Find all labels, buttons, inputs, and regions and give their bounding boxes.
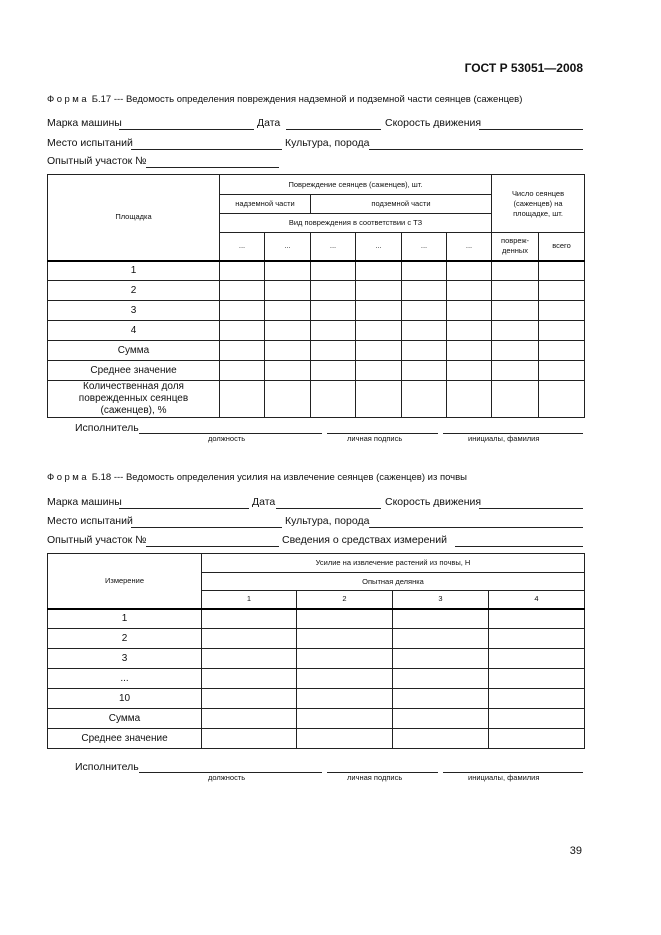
cell[interactable] (265, 281, 311, 301)
cell[interactable] (539, 381, 585, 418)
cell[interactable] (447, 301, 492, 321)
cell[interactable] (265, 301, 311, 321)
cell[interactable] (297, 669, 393, 689)
cell[interactable] (202, 649, 297, 669)
cell[interactable] (492, 361, 539, 381)
row-label: 1 (48, 261, 220, 281)
form17-place-field[interactable] (131, 149, 282, 150)
form17-title (47, 94, 522, 105)
table-row (48, 281, 585, 301)
form17-date-label: Дата (257, 117, 281, 129)
form18-instruments-label: Сведения о средствах измерений (282, 534, 447, 546)
cell[interactable] (220, 361, 265, 381)
cell[interactable] (297, 729, 393, 749)
cell[interactable] (311, 261, 356, 281)
cell[interactable] (447, 341, 492, 361)
cell[interactable] (202, 729, 297, 749)
form17-col-total: всего (539, 233, 585, 261)
form18-speed-label: Скорость движения (385, 496, 482, 508)
form17-col-dots: ... (447, 233, 492, 261)
form17-col-below: подземной части (311, 195, 492, 214)
cell[interactable] (220, 381, 265, 418)
cell[interactable] (402, 361, 447, 381)
cell[interactable] (220, 261, 265, 281)
cell[interactable] (356, 321, 402, 341)
form18-col-measure: Измерение (48, 554, 202, 609)
cell[interactable] (393, 709, 489, 729)
form18-culture-field[interactable] (369, 527, 583, 528)
cell[interactable] (447, 321, 492, 341)
form17-machine-field[interactable] (119, 129, 254, 130)
cell[interactable] (356, 381, 402, 418)
form17-position-caption: должность (208, 434, 246, 443)
cell[interactable] (356, 341, 402, 361)
form18-name-caption: инициалы, фамилия (468, 773, 540, 782)
cell[interactable] (489, 709, 585, 729)
cell[interactable] (356, 281, 402, 301)
form18-title-prefix: Форма (47, 472, 90, 483)
form17-speed-label: Скорость движения (385, 117, 482, 129)
cell[interactable] (492, 301, 539, 321)
cell[interactable] (202, 629, 297, 649)
standard-number: ГОСТ Р 53051—2008 (464, 61, 583, 75)
form17-col-dots: ... (356, 233, 402, 261)
form17-col-damage: Повреждение сеянцев (саженцев), шт. (220, 175, 492, 195)
cell[interactable] (447, 381, 492, 418)
cell[interactable] (220, 341, 265, 361)
form17-name-caption: инициалы, фамилия (468, 434, 540, 443)
form17-col-site: Площадка (48, 175, 220, 261)
table-row (48, 301, 585, 321)
table-row (48, 341, 585, 361)
cell[interactable] (297, 649, 393, 669)
cell[interactable] (492, 341, 539, 361)
cell[interactable] (539, 341, 585, 361)
cell[interactable] (311, 321, 356, 341)
table-row (48, 321, 585, 341)
cell[interactable] (393, 689, 489, 709)
cell[interactable] (489, 649, 585, 669)
form18-machine-label: Марка машины (47, 496, 122, 508)
table-row (48, 649, 585, 669)
form17-col-dots: ... (220, 233, 265, 261)
form17-culture-label: Культура, порода (285, 137, 370, 149)
cell[interactable] (402, 321, 447, 341)
form18-speed-field[interactable] (479, 508, 583, 509)
form17-place-label: Место испытаний (47, 137, 133, 149)
cell[interactable] (402, 381, 447, 418)
cell[interactable] (492, 281, 539, 301)
form18-date-field[interactable] (276, 508, 381, 509)
cell[interactable] (297, 629, 393, 649)
cell[interactable] (265, 321, 311, 341)
form17-speed-field[interactable] (479, 129, 583, 130)
row-label: 1 (48, 609, 202, 629)
page-number: 39 (569, 845, 582, 857)
table-row (48, 669, 585, 689)
cell[interactable] (265, 261, 311, 281)
cell[interactable] (492, 321, 539, 341)
form18-place-label: Место испытаний (47, 515, 133, 527)
row-label: 2 (48, 629, 202, 649)
row-label: Среднее значение (48, 729, 202, 749)
cell[interactable] (447, 281, 492, 301)
cell[interactable] (489, 609, 585, 629)
cell[interactable] (202, 709, 297, 729)
cell[interactable] (539, 321, 585, 341)
cell[interactable] (297, 689, 393, 709)
cell[interactable] (393, 629, 489, 649)
row-label: Сумма (48, 341, 220, 361)
row-label: 3 (48, 301, 220, 321)
form18-title (47, 472, 467, 483)
form17-col-dots: ... (402, 233, 447, 261)
form17-sign-caption: личная подпись (347, 434, 403, 443)
table-row (48, 629, 585, 649)
cell[interactable] (265, 341, 311, 361)
row-label: ... (48, 669, 202, 689)
cell[interactable] (220, 321, 265, 341)
form18-plot-num: 2 (297, 591, 393, 609)
row-label: 4 (48, 321, 220, 341)
form18-plot-num: 1 (202, 591, 297, 609)
cell[interactable] (489, 669, 585, 689)
form17-table (47, 174, 585, 418)
row-label: 10 (48, 689, 202, 709)
form17-culture-field[interactable] (369, 149, 583, 150)
table-row (48, 361, 585, 381)
form18-culture-label: Культура, порода (285, 515, 370, 527)
form17-executor-label: Исполнитель (75, 422, 139, 434)
cell[interactable] (265, 381, 311, 418)
cell[interactable] (402, 301, 447, 321)
table-row (48, 709, 585, 729)
form17-title-text: Б.17 --- Ведомость определения повреждения надземной и подземной части сеянцев (саженцев) (91, 94, 523, 105)
cell[interactable] (492, 261, 539, 281)
form18-plot-num: 4 (489, 591, 585, 609)
cell[interactable] (539, 261, 585, 281)
cell[interactable] (202, 609, 297, 629)
cell[interactable] (402, 341, 447, 361)
form17-machine-label: Марка машины (47, 117, 122, 129)
form18-place-field[interactable] (131, 527, 282, 528)
cell[interactable] (356, 301, 402, 321)
form18-col-plot: Опытная делянка (202, 573, 585, 591)
form17-col-above: надземной части (220, 195, 311, 214)
row-label: Количественная доля поврежденных сеянцев (саженцев), % (48, 381, 220, 418)
form18-position-caption: должность (208, 773, 246, 782)
form18-col-force: Усилие на извлечение растений из почвы, Н (202, 554, 585, 573)
cell[interactable] (539, 301, 585, 321)
cell[interactable] (393, 669, 489, 689)
cell[interactable] (311, 281, 356, 301)
form17-col-damaged: повреж-денных (492, 233, 539, 261)
form17-col-dots: ... (265, 233, 311, 261)
form18-executor-label: Исполнитель (75, 761, 139, 773)
form17-col-count: Число сеянцев (саженцев) на площадке, шт. (492, 175, 585, 233)
form17-col-dots: ... (311, 233, 356, 261)
cell[interactable] (297, 709, 393, 729)
form18-plot-label: Опытный участок № (47, 534, 147, 546)
row-label: Сумма (48, 709, 202, 729)
cell[interactable] (393, 649, 489, 669)
cell[interactable] (311, 301, 356, 321)
cell[interactable] (489, 729, 585, 749)
form18-plot-num: 3 (393, 591, 489, 609)
cell[interactable] (297, 609, 393, 629)
form17-col-type: Вид повреждения в соответствии с ТЗ (220, 214, 492, 233)
cell[interactable] (402, 281, 447, 301)
form18-date-label: Дата (252, 496, 276, 508)
cell[interactable] (311, 341, 356, 361)
cell[interactable] (311, 361, 356, 381)
form18-table (47, 553, 585, 749)
form17-date-field[interactable] (286, 129, 381, 130)
cell[interactable] (220, 281, 265, 301)
cell[interactable] (539, 361, 585, 381)
form17-plot-field[interactable] (146, 167, 279, 168)
cell[interactable] (311, 381, 356, 418)
cell[interactable] (447, 361, 492, 381)
form18-sign-caption: личная подпись (347, 773, 403, 782)
cell[interactable] (202, 689, 297, 709)
form18-plot-field[interactable] (146, 546, 279, 547)
form18-title-text: Б.18 --- Ведомость определения усилия на извлечение сеянцев (саженцев) из почвы (91, 472, 467, 483)
table-row (48, 609, 585, 629)
cell[interactable] (356, 261, 402, 281)
form17-title-prefix: Форма (47, 94, 90, 105)
cell[interactable] (539, 281, 585, 301)
cell[interactable] (220, 301, 265, 321)
form18-machine-field[interactable] (119, 508, 249, 509)
form17-plot-label: Опытный участок № (47, 155, 147, 167)
table-row (48, 689, 585, 709)
cell[interactable] (393, 609, 489, 629)
cell[interactable] (402, 261, 447, 281)
cell[interactable] (265, 361, 311, 381)
table-row (48, 261, 585, 281)
cell[interactable] (447, 261, 492, 281)
cell[interactable] (492, 381, 539, 418)
cell[interactable] (489, 689, 585, 709)
form18-instruments-field[interactable] (455, 546, 583, 547)
cell[interactable] (356, 361, 402, 381)
table-row (48, 381, 585, 418)
row-label: 2 (48, 281, 220, 301)
cell[interactable] (202, 669, 297, 689)
row-label: Среднее значение (48, 361, 220, 381)
table-row (48, 729, 585, 749)
cell[interactable] (393, 729, 489, 749)
cell[interactable] (489, 629, 585, 649)
row-label: 3 (48, 649, 202, 669)
